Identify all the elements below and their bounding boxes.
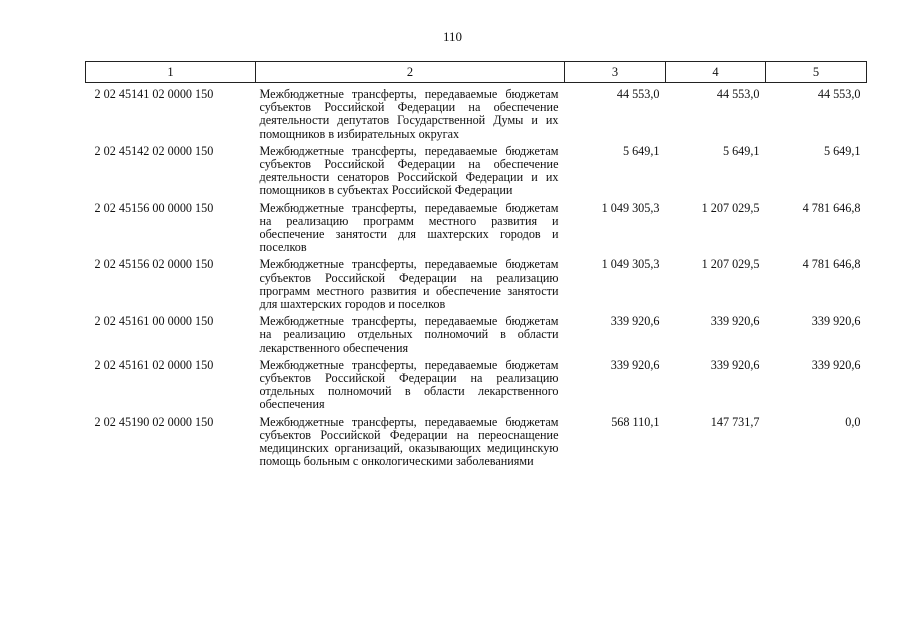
row-code: 2 02 45141 02 0000 150	[94, 87, 214, 101]
page-number: 110	[442, 29, 463, 44]
row-description: Межбюджетные трансферты, передаваемые бюджетам субъектов Российской Федерации на обеспечение деятельности депутатов Государственной Думы и их помощников в избирательных округах	[259, 87, 559, 141]
header-col-1: 1	[86, 62, 256, 83]
header-col-5: 5	[766, 62, 867, 83]
table-row	[86, 416, 867, 473]
row-description: Межбюджетные трансферты, передаваемые бюджетам на реализацию программ местного развития и обеспечение занятости для шахтерских городов и поселков	[259, 200, 559, 255]
row-col5-value: 4 781 646,8	[802, 200, 861, 215]
header-row	[86, 62, 867, 83]
row-col3-value: 44 553,0	[616, 87, 660, 101]
table-row	[86, 145, 867, 202]
table-row	[86, 315, 867, 359]
row-description: Межбюджетные трансферты, передаваемые бюджетам субъектов Российской Федерации на обеспечение деятельности сенаторов Российской Федерации и их помощников в субъектах Российской Федерации	[259, 143, 559, 198]
row-col5-value: 5 649,1	[823, 143, 861, 158]
row-col3-value: 5 649,1	[622, 143, 660, 158]
row-code: 2 02 45161 00 0000 150	[94, 314, 214, 329]
row-code: 2 02 45156 00 0000 150	[94, 200, 214, 215]
table-row	[86, 83, 867, 145]
row-code: 2 02 45161 02 0000 150	[94, 357, 214, 372]
row-col5-value: 0,0	[845, 414, 861, 429]
table-body	[86, 83, 867, 473]
row-col3-value: 339 920,6	[610, 357, 660, 372]
row-col3-value: 1 049 305,3	[601, 257, 660, 272]
budget-table	[85, 61, 867, 472]
row-code: 2 02 45190 02 0000 150	[94, 414, 214, 429]
row-col4-value: 5 649,1	[722, 143, 760, 158]
table-row	[86, 258, 867, 315]
header-col-4: 4	[666, 62, 766, 83]
row-col4-value: 147 731,7	[710, 414, 760, 429]
row-description: Межбюджетные трансферты, передаваемые бюджетам субъектов Российской Федерации на реализацию программ местного развития и обеспечение занятости для шахтерских городов и поселков	[259, 257, 559, 312]
row-col5-value: 4 781 646,8	[802, 257, 861, 272]
header-col-2: 2	[256, 62, 565, 83]
row-code: 2 02 45156 02 0000 150	[94, 257, 214, 272]
row-code: 2 02 45142 02 0000 150	[94, 143, 214, 158]
row-col4-value: 339 920,6	[710, 314, 760, 329]
row-col4-value: 1 207 029,5	[701, 257, 760, 272]
row-col3-value: 339 920,6	[610, 314, 660, 329]
row-col5-value: 339 920,6	[811, 314, 861, 329]
row-col4-value: 339 920,6	[710, 357, 760, 372]
row-col4-value: 1 207 029,5	[701, 200, 760, 215]
header-col-3: 3	[565, 62, 666, 83]
table-row	[86, 202, 867, 259]
row-description: Межбюджетные трансферты, передаваемые бюджетам на реализацию отдельных полномочий в области лекарственного обеспечения	[259, 314, 559, 355]
table-row	[86, 359, 867, 416]
row-col3-value: 568 110,1	[611, 414, 660, 429]
row-col5-value: 339 920,6	[811, 357, 861, 372]
table-header	[86, 62, 867, 83]
row-col3-value: 1 049 305,3	[601, 200, 660, 215]
row-description: Межбюджетные трансферты, передаваемые бюджетам субъектов Российской Федерации на переоснащение медицинских организаций, оказывающих медицинскую помощь больным с онкологическими заболеваниями	[259, 414, 559, 469]
row-description: Межбюджетные трансферты, передаваемые бюджетам субъектов Российской Федерации на реализацию отдельных полномочий в области лекарственного обеспечения	[259, 357, 559, 412]
row-col4-value: 44 553,0	[716, 87, 760, 101]
row-col5-value: 44 553,0	[817, 87, 861, 101]
